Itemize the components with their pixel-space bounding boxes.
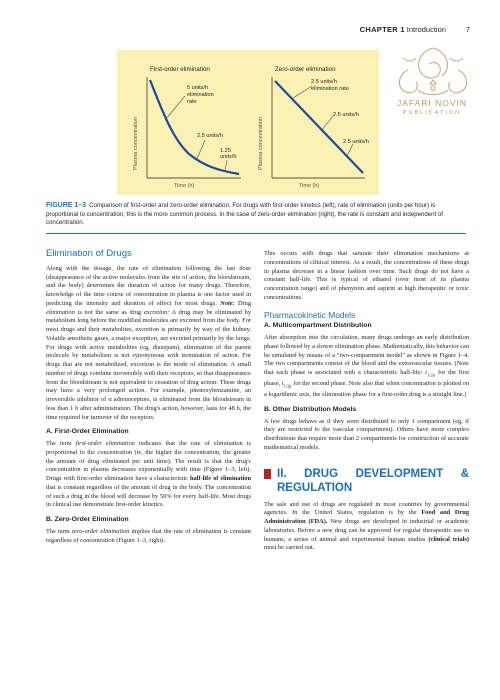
para-first-order: The term first-order elimination indicates that the rate of elimination is proportional to the concentration (ie, the higher the concentration, the greater the amount of drug eliminated per unit time). The result is that the drug's concentration in plasma decreases exponentially with time (Figure 1–3, left). Drugs with first-order elimination have a characteristic half-life of elimination that is constant regardless of the amount of drug in the body. The concentration of such a drug in the blood will decrease by 50% for every half-life. Most drugs in clinical use demonstrate first-order kinetics. <box>46 440 252 509</box>
right-column <box>264 250 469 553</box>
heading-elimination: Elimination of Drugs <box>46 248 132 259</box>
left-rate-3-line2: units/h <box>220 154 237 160</box>
heading-pk-models: Pharmacokinetic Models <box>264 309 356 320</box>
left-rate-3: 1.25 <box>220 148 231 154</box>
right-x-axis-label: Time (h) <box>299 183 320 189</box>
para-other-models: A few drugs behave as if they were distributed to only 1 compartment (eg, if they are restricted to the vascular compartment). Others have more complex distributions that require more than 2 compartments for construction of accurate mathematical models. <box>264 417 469 451</box>
watermark-line1: JAFARI NOVIN <box>396 98 468 108</box>
running-header <box>360 25 470 34</box>
left-column <box>46 250 251 545</box>
page-number: 7 <box>465 25 470 34</box>
heading-zero-order: B. Zero-Order Elimination <box>46 516 129 523</box>
left-rate-2: 2.5 units/h <box>197 133 223 139</box>
figure-panel <box>117 50 379 195</box>
chapter-label: CHAPTER 1 <box>359 25 405 34</box>
right-rate-1: 2.5 units/h <box>311 79 337 85</box>
caption-rule <box>46 233 466 234</box>
left-y-axis-label: Plasma concentration <box>133 117 139 170</box>
right-rate-1-line2: elimination rate <box>311 86 349 92</box>
heading-first-order: A. First-Order Elimination <box>46 428 129 436</box>
right-rate-2: 2.5 units/h <box>333 112 359 118</box>
left-rate-1: 5 units/h <box>187 85 209 91</box>
right-rate-3: 2.5 units/h <box>343 139 369 145</box>
section-label: Introduction <box>406 25 446 34</box>
watermark-line2: PUBLICATION <box>402 110 462 116</box>
heading-drug-development: II. DRUG DEVELOPMENT & REGULATION <box>264 467 469 495</box>
left-x-axis-label: Time (h) <box>174 183 195 189</box>
para-multicompartment: After absorption into the circulation, many drugs undergo an early distribution phase followed by a slower elimination phase. Mathematically, this behavior can be simulated by means of a "two-compartment model" as shown in Figure 1–4. The two compartments consist of the blood and the extravascular tissues. (Note that each phase is associated with a characteristic half-life: $t_{1/2\alpha}$ for the first phase, $t_{1/2\beta}$ for the second phase. Note also that when concentration is plotted on a logarithmic axis, the elimination phase for a first-order drug is a straight line.) <box>264 334 469 399</box>
para-saturation: This occurs with drugs that saturate their elimination mechanisms at concentrations of clinical interest. As a result, the concentrations of these drugs in plasma decrease in a linear fashion over time. Such drugs do not have a constant half-life. This is typical of ethanol (over most of its plasma concentration range) and of phenytoin and aspirin at high therapeutic or toxic concentrations. <box>264 250 469 301</box>
para-elimination: Along with the dosage, the rate of elimination following the last dose (disappearance of the active molecules from the site of action, the bloodstream, and the body) determines the duration of action for many drugs. Therefore, knowledge of the time course of concentration in plasma is one factor used in predicting the intensity and duration of effect for most drugs. Note: Drug elimination is not the same as drug excretion: A drug may be eliminated by metabolism long before the modified molecules are excreted from the body. For most drugs and their metabolites, excretion is primarily by way of the kidney. Volatile anesthetic gases, a major exception, are excreted primarily by the lungs. For drugs with active metabolites (eg, diazepam), elimination of the parent molecule by metabolism is not synonymous with termination of action. For drugs that are not metabolized, excretion is the mode of elimination. A small number of drugs combine irreversibly with their receptors, so that disappearance from the bloodstream is not equivalent to cessation of drug action: These drugs may have a very prolonged action. For example, phenoxybenzamine, an irreversible inhibitor of α adrenoceptors, is eliminated from the bloodstream in less than 1 h after administration. The drug's action, however, lasts for 48 h, the time required for turnover of the receptors. <box>46 264 251 421</box>
section-marker <box>264 469 271 479</box>
watermark-text <box>372 98 492 116</box>
heading-other-models: B. Other Distribution Models <box>264 405 357 413</box>
right-panel-title: Zero-order elimination <box>275 66 336 73</box>
left-rate-1-line3: rate <box>187 99 197 105</box>
figure-label: FIGURE 1–3 <box>46 202 87 209</box>
para-zero-order: The term zero-order elimination implies that the rate of elimination is constant regardless of concentration (Figure 1–3, right). <box>46 527 252 544</box>
elimination-figure <box>117 50 379 195</box>
para-regulation: The sale and use of drugs are regulated in most countries by governmental agencies. In the United States, regulation is by the Food and Drug Administration (FDA). New drugs are developed in industrial or academic laboratories. Before a new drug can be approved for regular therapeutic use in humans, a series of animal and experimental human studies (clinical trials) must be carried out. <box>264 500 469 552</box>
figure-caption-text: Comparison of first-order and zero-order elimination. For drugs with first-order kinetics (left), rate of elimination (units per hour) is proportional to concentration; this is the more common process. In the case of zero-order elimination (right), the rate is constant and independent of concentration. <box>46 202 443 227</box>
zero-order-line <box>275 81 363 173</box>
figure-caption <box>46 202 466 228</box>
heading-multicompartment: A. Multicompartment Distribution <box>264 322 372 330</box>
right-y-axis-label: Plasma concentration <box>258 117 264 170</box>
left-rate-1-line2: elimination <box>187 92 214 98</box>
left-panel-title: First-order elimination <box>150 66 210 73</box>
